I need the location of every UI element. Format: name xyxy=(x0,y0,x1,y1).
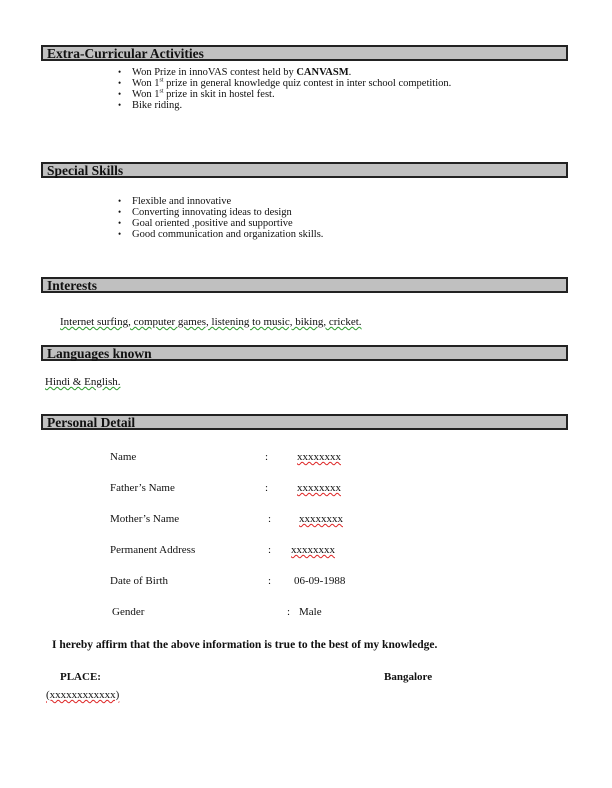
personal-label-gender: Gender xyxy=(112,606,145,618)
list-item: • Flexible and innovative xyxy=(118,196,323,207)
personal-label-mother-name: Mother’s Name xyxy=(110,513,180,525)
section-header-personal-detail: Personal Detail xyxy=(41,414,568,430)
section-header-interests: Interests xyxy=(41,277,568,293)
signature-name: (xxxxxxxxxxxx) xyxy=(46,689,120,701)
list-item: • Won Prize in innoVAS contest held by CANVASM. xyxy=(118,67,451,78)
special-skills-list xyxy=(118,196,323,240)
section-header-extra-curricular: Extra-Curricular Activities xyxy=(41,45,568,61)
list-item: • Bike riding. xyxy=(118,100,451,111)
personal-value-date-of-birth: 06-09-1988 xyxy=(294,575,346,587)
list-item: • Goal oriented ,positive and supportive xyxy=(118,218,323,229)
personal-label-date-of-birth: Date of Birth xyxy=(110,575,169,587)
personal-value-father-name: xxxxxxxx xyxy=(297,482,341,494)
personal-label-permanent-address: Permanent Address xyxy=(110,544,196,556)
personal-value-permanent-address: xxxxxxxx xyxy=(291,544,335,556)
personal-colon: : xyxy=(287,606,291,618)
languages-text: Hindi & English. xyxy=(45,376,121,388)
personal-colon: : xyxy=(268,544,272,556)
personal-value-gender: Male xyxy=(299,606,322,618)
personal-value-mother-name: xxxxxxxx xyxy=(299,513,343,525)
personal-label-name: Name xyxy=(110,451,137,463)
extra-curricular-list xyxy=(118,67,451,111)
list-item: • Won 1st prize in skit in hostel fest. xyxy=(118,89,451,100)
personal-value-name: xxxxxxxx xyxy=(297,451,341,463)
place-value: Bangalore xyxy=(384,671,433,683)
list-item: • Good communication and organization skills. xyxy=(118,229,323,240)
interests-text: Internet surfing, computer games, listening to music, biking, cricket. xyxy=(60,316,362,328)
personal-colon: : xyxy=(268,575,272,587)
personal-colon: : xyxy=(265,482,269,494)
place-label: PLACE: xyxy=(60,671,101,683)
list-item: • Converting innovating ideas to design xyxy=(118,207,323,218)
list-item: • Won 1st prize in general knowledge quiz contest in inter school competition. xyxy=(118,78,451,89)
personal-label-father-name: Father’s Name xyxy=(110,482,175,494)
personal-colon: : xyxy=(265,451,269,463)
section-header-special-skills: Special Skills xyxy=(41,162,568,178)
declaration-text: I hereby affirm that the above information is true to the best of my knowledge. xyxy=(52,639,438,651)
section-header-languages: Languages known xyxy=(41,345,568,361)
personal-colon: : xyxy=(268,513,272,525)
